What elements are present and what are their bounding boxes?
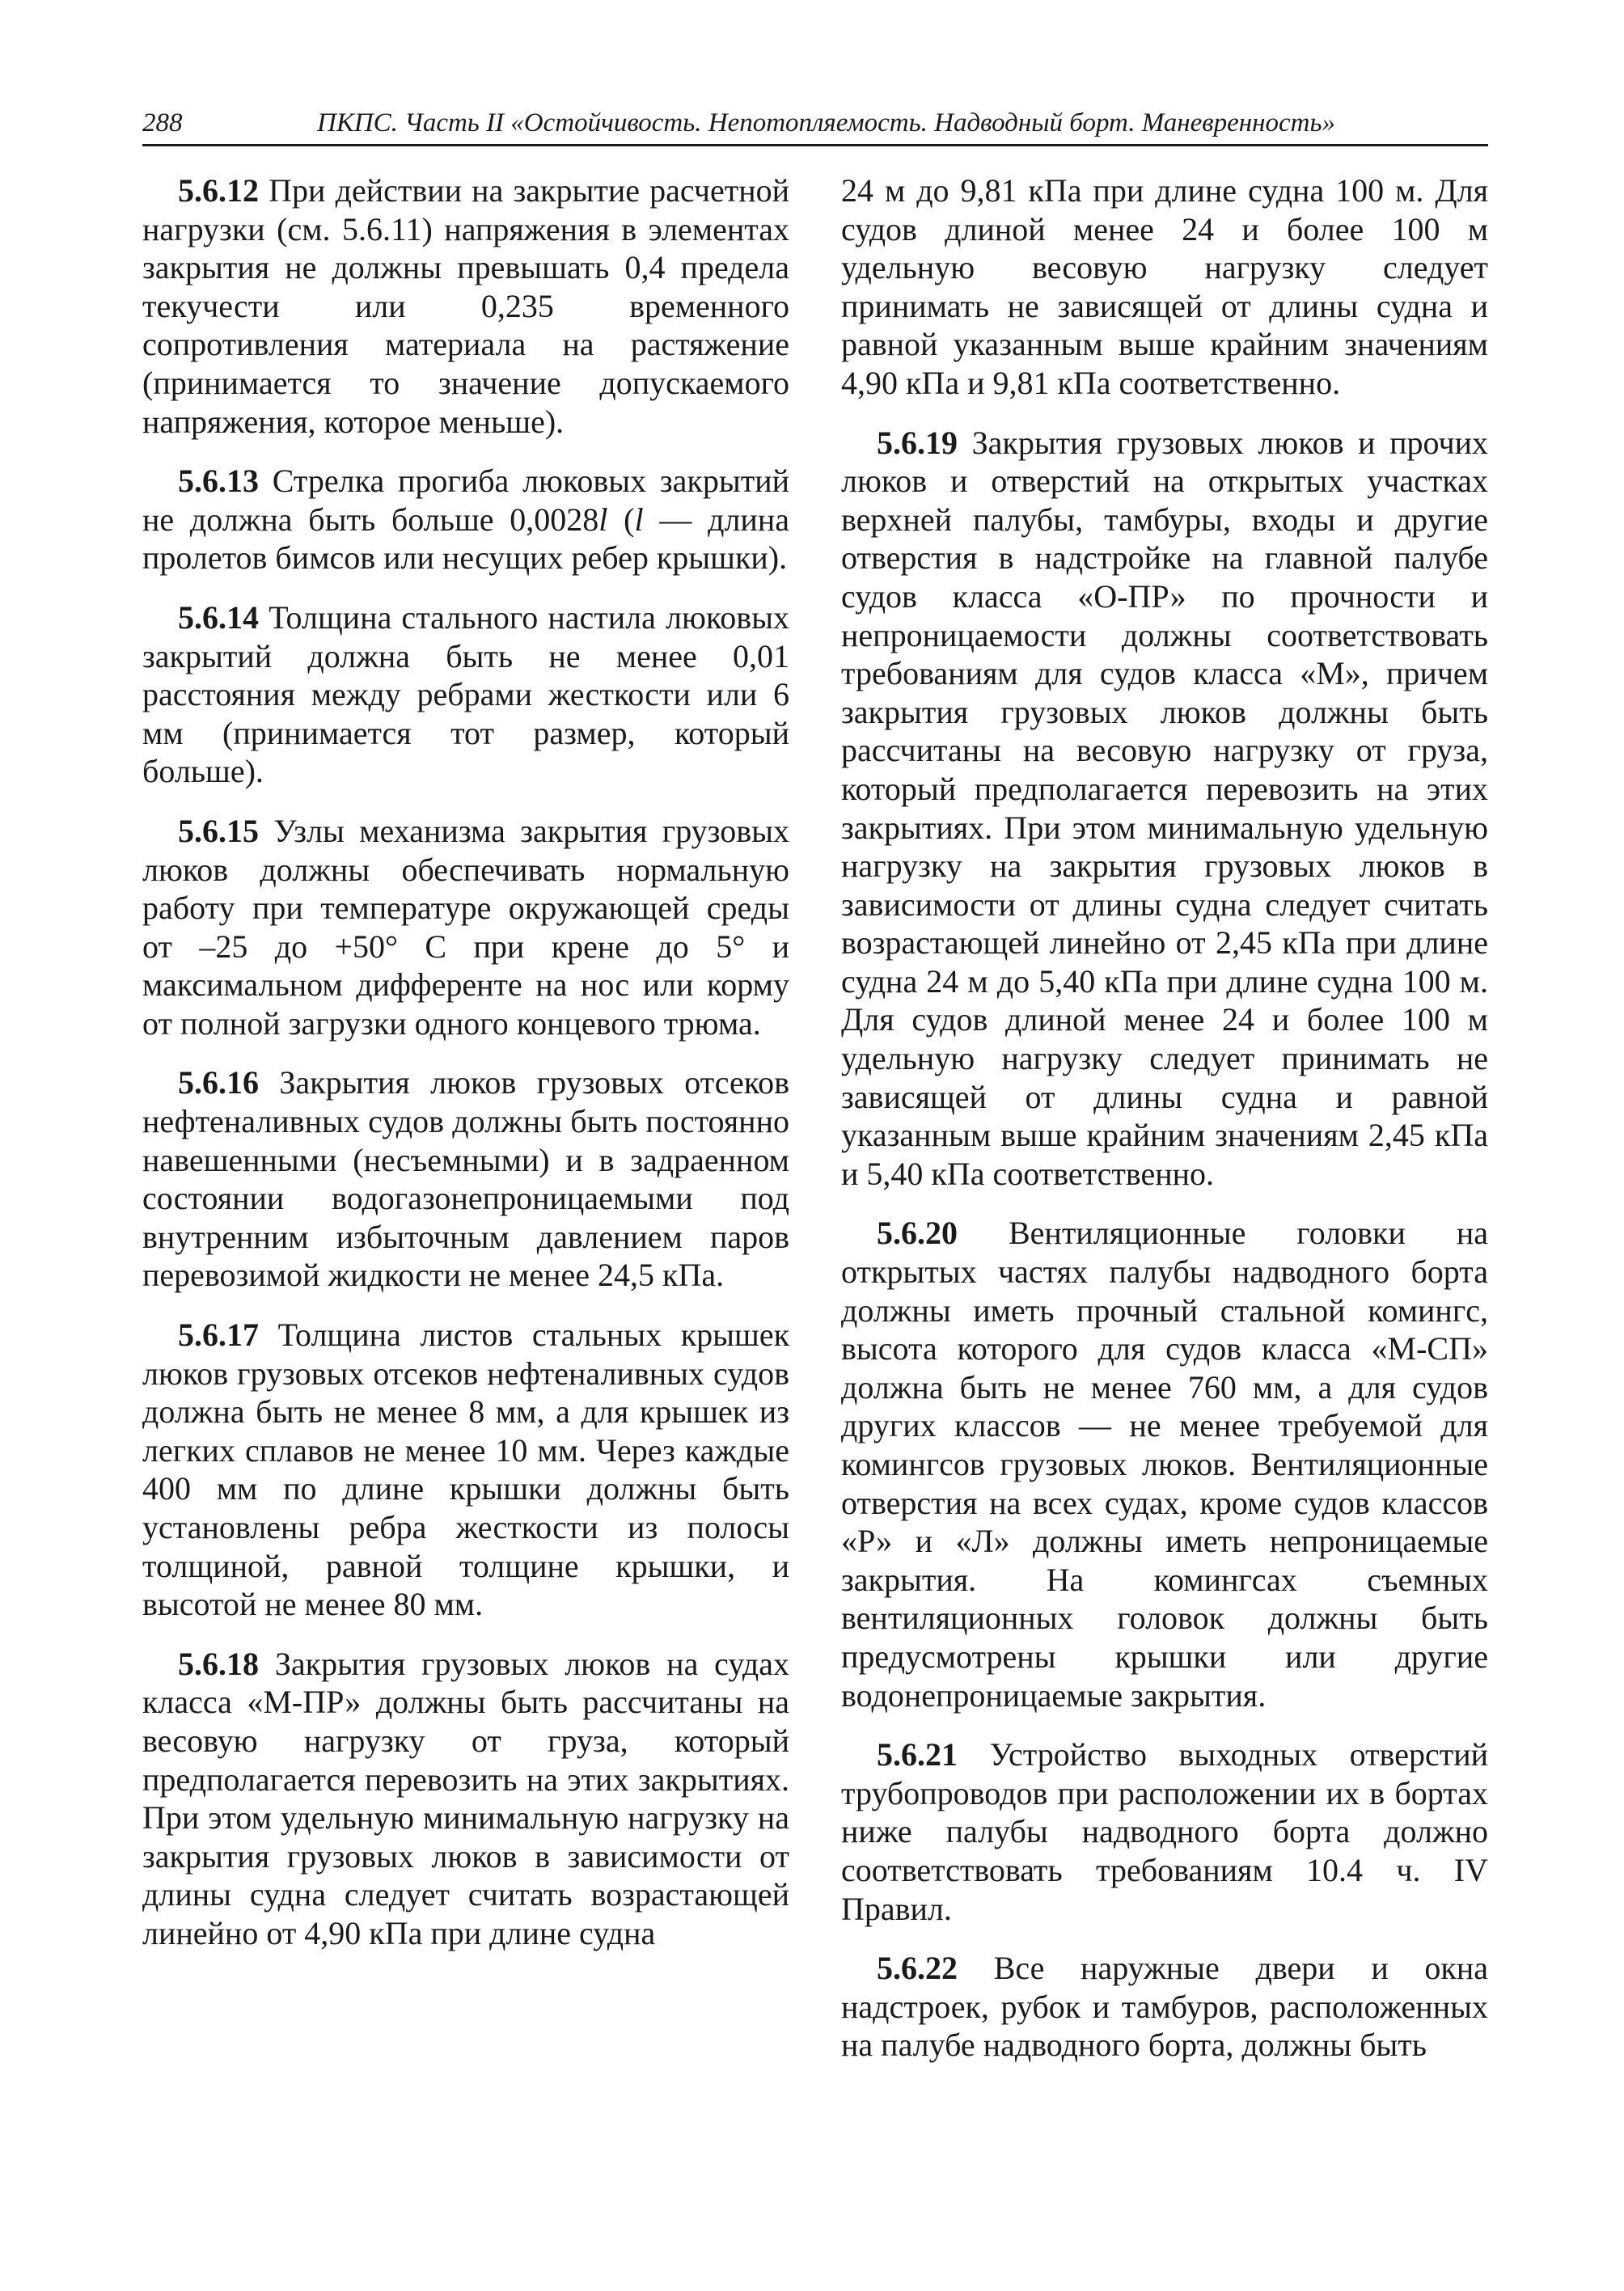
section-5-6-13	[142, 462, 789, 577]
section-5-6-18	[142, 1645, 789, 1953]
section-number: 5.6.19	[877, 424, 958, 461]
section-5-6-18-continued	[841, 171, 1488, 403]
section-text: (	[607, 501, 635, 538]
section-number: 5.6.15	[178, 812, 259, 849]
variable-l: l	[634, 501, 644, 538]
section-text: Толщина стального настила люковых закрытий должна быть не менее 0,01 расстояния между ребрами жесткости или 6 мм (принимается тот размер, который больше).	[142, 598, 789, 790]
section-number: 5.6.13	[178, 463, 259, 500]
section-text: — длина пролетов бимсов или несущих ребер крышки).	[142, 501, 789, 577]
section-text: 24 м до 9,81 кПа при длине судна 100 м. Для судов длиной менее 24 и более 100 м удельную весовую нагрузку следует принимать не зависящей от длины судна и равной указанным выше крайним значениям 4,90 кПа и 9,81 кПа соответственно.	[841, 172, 1488, 401]
right-column	[841, 171, 1488, 2065]
section-5-6-21	[841, 1735, 1488, 1928]
section-text: При действии на закрытие расчетной нагрузки (см. 5.6.11) напряжения в элементах закрытия не должны превышать 0,4 предела текучести или 0,235 временного сопротивления материала на растяжение (принимается то значение допускаемого напряжения, которое меньше).	[142, 172, 790, 440]
section-text: Стрелка прогиба люковых закрытий не должна быть больше 0,0028	[142, 463, 790, 538]
section-5-6-15	[142, 812, 789, 1043]
section-5-6-22	[841, 1949, 1488, 2065]
section-number: 5.6.12	[178, 172, 259, 209]
page-number: 288	[142, 108, 183, 137]
section-5-6-12	[142, 171, 789, 441]
section-5-6-19	[841, 424, 1488, 1194]
section-5-6-17	[142, 1316, 789, 1624]
running-title: ПКПС. Часть II «Остойчивость. Непотопляемость. Надводный борт. Маневренность»	[317, 108, 1336, 137]
section-number: 5.6.17	[178, 1317, 259, 1354]
variable-l: l	[598, 501, 608, 538]
section-text: Вентиляционные головки на открытых частях палубы надводного борта должны иметь прочный стальной комингс, высота которого для судов класса «М-СП» должна быть не менее 760 мм, а для судов других классов — не менее требуемой для комингсов грузовых люков. Вентиляционные отверстия на всех судах, кроме судов классов «Р» и «Л» должны иметь непроницаемые закрытия. На комингсах съемных вентиляционных головок должны быть предусмотрены крышки или другие водонепроницаемые закрытия.	[841, 1215, 1489, 1714]
section-number: 5.6.21	[877, 1736, 958, 1773]
section-number: 5.6.20	[877, 1215, 958, 1252]
section-number: 5.6.16	[178, 1064, 259, 1101]
section-text: Закрытия люков грузовых отсеков нефтеналивных судов должны быть постоянно навешенными (несъемными) и в задраенном состоянии водогазонепроницаемыми под внутренним избыточным давлением паров перевозимой жидкости не менее 24,5 кПа.	[142, 1064, 790, 1294]
section-5-6-16	[142, 1063, 789, 1295]
running-header	[142, 104, 1488, 146]
section-text: Закрытия грузовых люков и прочих люков и отверстий на открытых участках верхней палубы, тамбуры, входы и другие отверстия в надстройке на главной палубе судов класса «О-ПР» по прочности и непроницаемости должны соответствовать требованиям для судов класса «М», причем закрытия грузовых люков должны быть рассчитаны на весовую нагрузку от груза, который предполагается перевозить на этих закрытиях. При этом минимальную удельную нагрузку на закрытия грузовых люков в зависимости от длины судна следует считать возрастающей линейно от 2,45 кПа при длине судна 24 м до 5,40 кПа при длине судна 100 м. Для судов длиной менее 24 и более 100 м удельную нагрузку следует принимать не зависящей от длины судна и равной указанным выше крайним значениям 2,45 кПа и 5,40 кПа соответственно.	[841, 424, 1488, 1192]
section-text: Устройство выходных отверстий трубопроводов при расположении их в бортах ниже палубы надводного борта должно соответствовать требованиям 10.4 ч. IV Правил.	[841, 1736, 1489, 1927]
section-number: 5.6.18	[178, 1645, 259, 1682]
section-text: Все наружные двери и окна надстроек, рубок и тамбуров, расположенных на палубе надводного борта, должны быть	[841, 1950, 1489, 2064]
left-column	[142, 171, 789, 1953]
section-number: 5.6.14	[178, 598, 259, 636]
section-text: Толщина листов стальных крышек люков грузовых отсеков нефтеналивных судов должна быть не менее 8 мм, а для крышек из легких сплавов не менее 10 мм. Через каждые 400 мм по длине крышки должны быть установлены ребра жесткости из полосы толщиной, равной толщине крышки, и высотой не менее 80 мм.	[142, 1317, 790, 1623]
section-5-6-14	[142, 598, 789, 791]
section-number: 5.6.22	[877, 1950, 958, 1987]
section-text: Закрытия грузовых люков на судах класса «М-ПР» должны быть рассчитаны на весовую нагрузку от груза, который предполагается перевозить на этих закрытиях. При этом удельную минимальную нагрузку на закрытия грузовых люков в зависимости от длины судна следует считать возрастающей линейно от 4,90 кПа при длине судна	[142, 1645, 789, 1951]
section-text: Узлы механизма закрытия грузовых люков должны обеспечивать нормальную работу при температуре окружающей среды от –25 до +50° С при крене до 5° и максимальном дифференте на нос или корму от полной загрузки одного концевого трюма.	[142, 812, 790, 1042]
section-5-6-20	[841, 1214, 1488, 1714]
